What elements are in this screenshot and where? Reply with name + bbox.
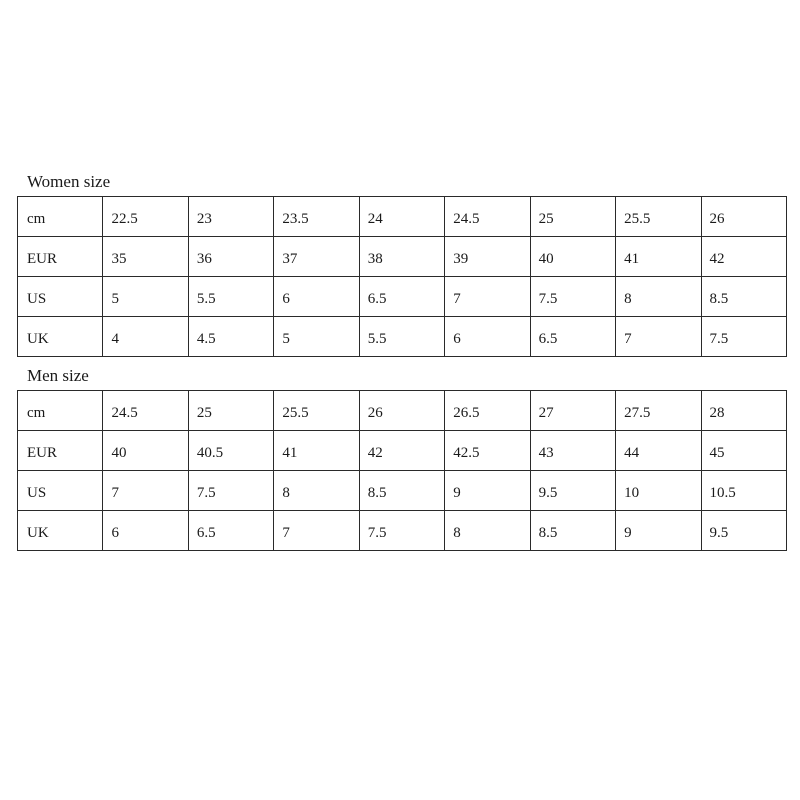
size-cell: 25.5 xyxy=(616,197,701,237)
size-cell: 35 xyxy=(103,237,188,277)
table-row-us xyxy=(18,471,787,511)
size-cell: 4 xyxy=(103,317,188,357)
size-cell: 23.5 xyxy=(274,197,359,237)
size-cell: 44 xyxy=(616,431,701,471)
size-cell: 6 xyxy=(274,277,359,317)
size-cell: 5.5 xyxy=(359,317,444,357)
men-size-table-body xyxy=(18,391,787,551)
size-cell: 41 xyxy=(274,431,359,471)
size-cell: 25 xyxy=(530,197,615,237)
size-cell: 26 xyxy=(701,197,787,237)
size-cell: 5 xyxy=(103,277,188,317)
size-cell: 23 xyxy=(188,197,273,237)
men-size-title: Men size xyxy=(27,366,89,385)
size-cell: 40.5 xyxy=(188,431,273,471)
size-cell: 39 xyxy=(445,237,530,277)
size-cell: 36 xyxy=(188,237,273,277)
size-cell: 43 xyxy=(530,431,615,471)
size-cell: 24 xyxy=(359,197,444,237)
size-cell: 6 xyxy=(103,511,188,551)
size-cell: 24.5 xyxy=(103,391,188,431)
size-cell: 10 xyxy=(616,471,701,511)
women-size-table xyxy=(17,196,787,357)
size-cell: 8.5 xyxy=(701,277,787,317)
table-row-eur xyxy=(18,237,787,277)
men-size-table xyxy=(17,390,787,551)
size-cell: 41 xyxy=(616,237,701,277)
size-cell: 10.5 xyxy=(701,471,787,511)
size-cell: 25.5 xyxy=(274,391,359,431)
size-cell: 7 xyxy=(274,511,359,551)
size-cell: 7.5 xyxy=(530,277,615,317)
size-cell: 24.5 xyxy=(445,197,530,237)
size-cell: 28 xyxy=(701,391,787,431)
size-cell: 8.5 xyxy=(359,471,444,511)
size-cell: 27.5 xyxy=(616,391,701,431)
size-cell: 8 xyxy=(274,471,359,511)
row-label-eur: EUR xyxy=(18,237,103,277)
size-cell: 8 xyxy=(445,511,530,551)
size-cell: 45 xyxy=(701,431,787,471)
size-cell: 7.5 xyxy=(701,317,787,357)
women-size-title: Women size xyxy=(27,172,111,191)
size-cell: 42.5 xyxy=(445,431,530,471)
size-cell: 7.5 xyxy=(359,511,444,551)
size-cell: 42 xyxy=(359,431,444,471)
row-label-uk: UK xyxy=(18,317,103,357)
size-cell: 26 xyxy=(359,391,444,431)
size-cell: 5 xyxy=(274,317,359,357)
size-cell: 25 xyxy=(188,391,273,431)
table-row-eur xyxy=(18,431,787,471)
size-cell: 7.5 xyxy=(188,471,273,511)
row-label-uk: UK xyxy=(18,511,103,551)
size-cell: 38 xyxy=(359,237,444,277)
row-label-cm: cm xyxy=(18,391,103,431)
size-cell: 9 xyxy=(616,511,701,551)
size-cell: 6.5 xyxy=(359,277,444,317)
row-label-us: US xyxy=(18,277,103,317)
size-cell: 8 xyxy=(616,277,701,317)
size-cell: 7 xyxy=(616,317,701,357)
row-label-eur: EUR xyxy=(18,431,103,471)
women-size-table-body xyxy=(18,197,787,357)
table-row-uk xyxy=(18,317,787,357)
table-row-uk xyxy=(18,511,787,551)
row-label-cm: cm xyxy=(18,197,103,237)
size-cell: 40 xyxy=(530,237,615,277)
size-cell: 40 xyxy=(103,431,188,471)
size-cell: 27 xyxy=(530,391,615,431)
size-cell: 9 xyxy=(445,471,530,511)
size-cell: 42 xyxy=(701,237,787,277)
table-row-us xyxy=(18,277,787,317)
size-cell: 9.5 xyxy=(701,511,787,551)
size-cell: 26.5 xyxy=(445,391,530,431)
size-cell: 8.5 xyxy=(530,511,615,551)
size-cell: 22.5 xyxy=(103,197,188,237)
size-cell: 6.5 xyxy=(188,511,273,551)
size-cell: 4.5 xyxy=(188,317,273,357)
table-row-cm xyxy=(18,391,787,431)
size-cell: 9.5 xyxy=(530,471,615,511)
row-label-us: US xyxy=(18,471,103,511)
table-row-cm xyxy=(18,197,787,237)
size-cell: 6 xyxy=(445,317,530,357)
size-cell: 6.5 xyxy=(530,317,615,357)
size-cell: 37 xyxy=(274,237,359,277)
size-cell: 5.5 xyxy=(188,277,273,317)
size-cell: 7 xyxy=(103,471,188,511)
size-cell: 7 xyxy=(445,277,530,317)
